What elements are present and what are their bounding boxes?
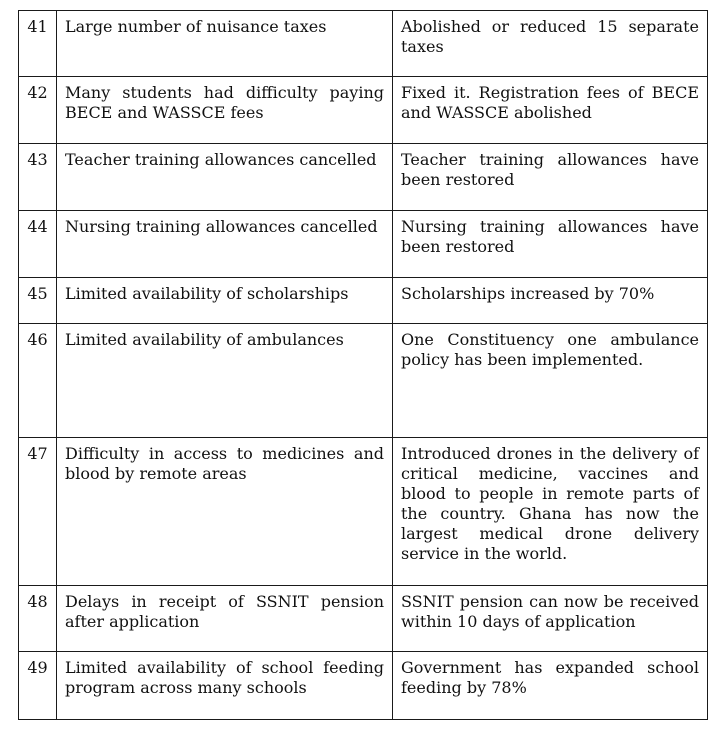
problem-cell: Many students had difficulty paying BECE and WASSCE fees xyxy=(57,77,393,144)
problem-cell: Limited availability of ambulances xyxy=(57,324,393,438)
solution-cell: SSNIT pension can now be received within 10 days of application xyxy=(393,586,708,652)
solution-cell: Introduced drones in the delivery of critical medicine, vaccines and blood to people in remote parts of the country. Ghana has now the largest medical drone delivery service in the world. xyxy=(393,438,708,586)
table-row xyxy=(19,144,708,211)
row-number: 49 xyxy=(19,652,57,720)
problem-cell: Delays in receipt of SSNIT pension after application xyxy=(57,586,393,652)
solution-cell: Nursing training allowances have been restored xyxy=(393,211,708,278)
solution-cell: Abolished or reduced 15 separate taxes xyxy=(393,11,708,77)
row-number: 42 xyxy=(19,77,57,144)
table-row xyxy=(19,11,708,77)
row-number: 48 xyxy=(19,586,57,652)
table-row xyxy=(19,77,708,144)
table-row xyxy=(19,324,708,438)
solution-cell: Scholarships increased by 70% xyxy=(393,278,708,324)
solution-cell: Teacher training allowances have been restored xyxy=(393,144,708,211)
problem-cell: Large number of nuisance taxes xyxy=(57,11,393,77)
solution-cell: One Constituency one ambulance policy has been implemented. xyxy=(393,324,708,438)
table-row xyxy=(19,211,708,278)
problem-cell: Nursing training allowances cancelled xyxy=(57,211,393,278)
problem-cell: Difficulty in access to medicines and blood by remote areas xyxy=(57,438,393,586)
solution-cell: Government has expanded school feeding by 78% xyxy=(393,652,708,720)
solution-cell: Fixed it. Registration fees of BECE and WASSCE abolished xyxy=(393,77,708,144)
row-number: 41 xyxy=(19,11,57,77)
problem-cell: Teacher training allowances cancelled xyxy=(57,144,393,211)
row-number: 44 xyxy=(19,211,57,278)
row-number: 43 xyxy=(19,144,57,211)
row-number: 47 xyxy=(19,438,57,586)
table-row xyxy=(19,586,708,652)
achievements-table xyxy=(18,10,708,720)
row-number: 45 xyxy=(19,278,57,324)
problem-cell: Limited availability of school feeding program across many schools xyxy=(57,652,393,720)
table-row xyxy=(19,438,708,586)
table-row xyxy=(19,652,708,720)
table-row xyxy=(19,278,708,324)
row-number: 46 xyxy=(19,324,57,438)
problem-cell: Limited availability of scholarships xyxy=(57,278,393,324)
